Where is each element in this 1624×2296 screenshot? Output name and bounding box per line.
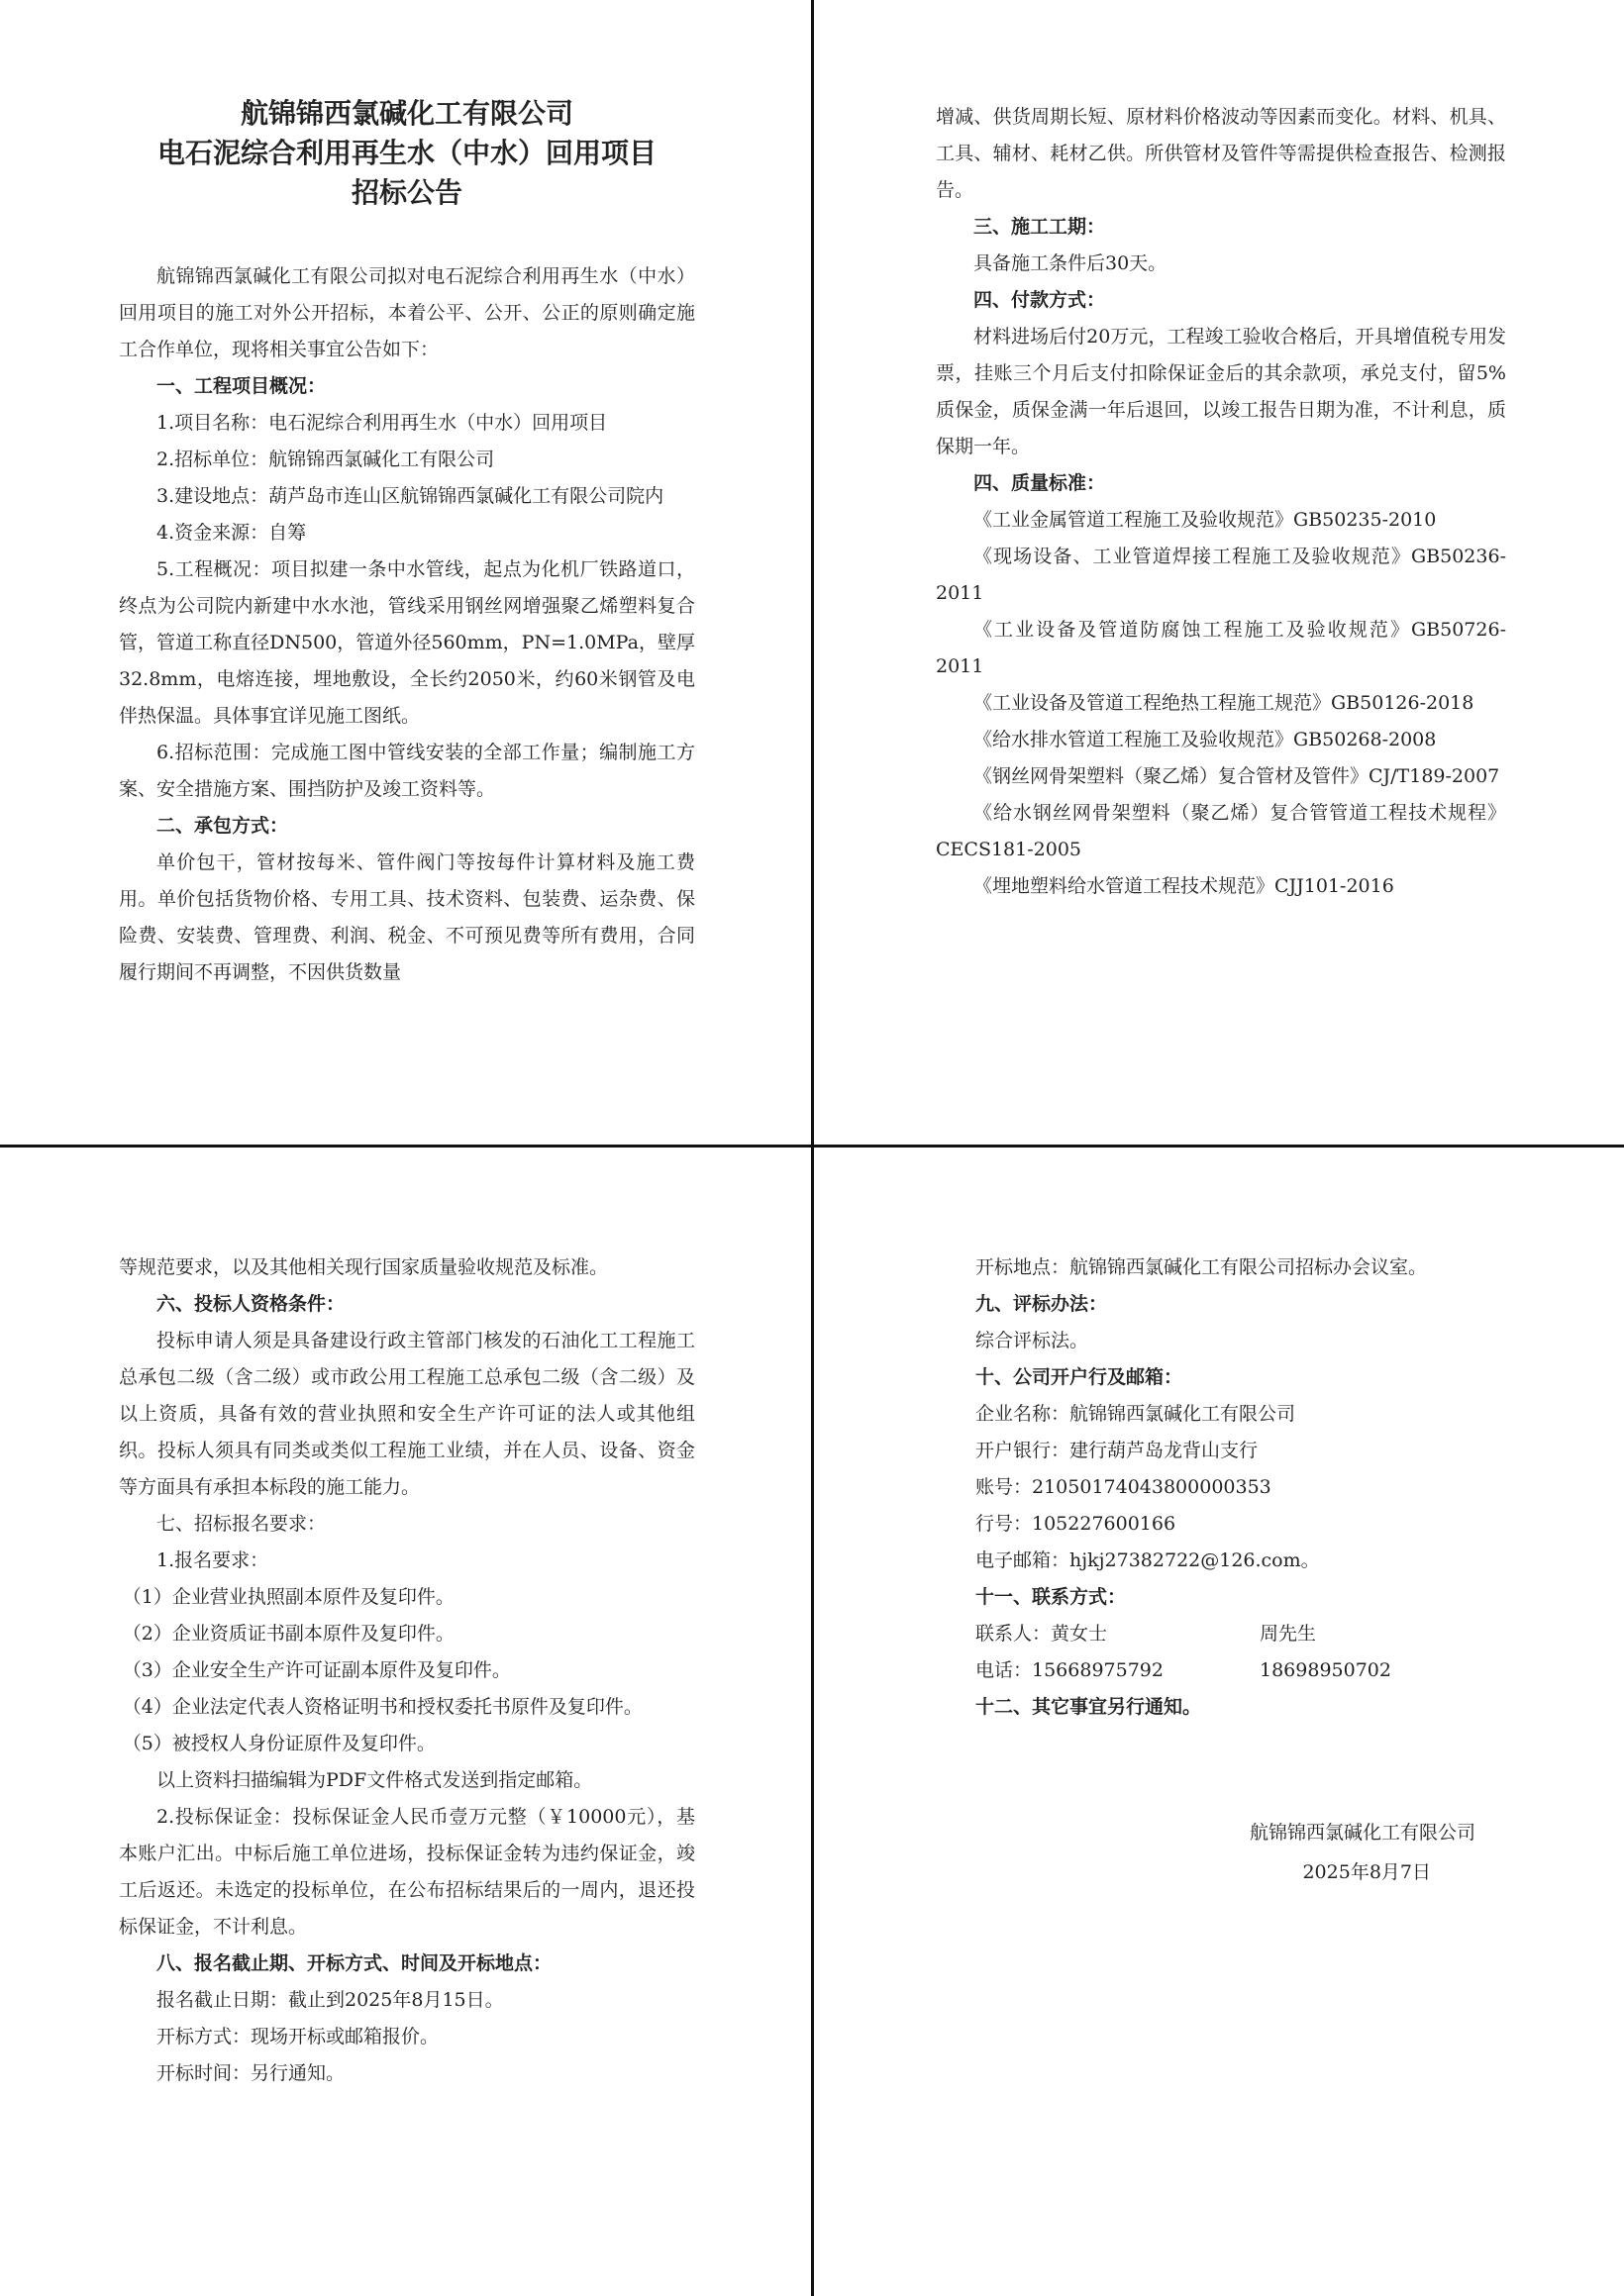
standards-continued: 等规范要求，以及其他相关现行国家质量验收规范及标准。 xyxy=(119,1256,609,1278)
page-1 xyxy=(119,94,695,991)
opening-time: 开标时间：另行通知。 xyxy=(156,2062,346,2084)
title-project: 电石泥综合利用再生水（中水）回用项目 xyxy=(156,137,657,169)
opening-location: 开标地点：航锦锦西氯碱化工有限公司招标办会议室。 xyxy=(975,1256,1428,1278)
section-2-heading: 二、承包方式： xyxy=(156,815,289,837)
standard-item: 《给水排水管道工程施工及验收规范》GB50268-2008 xyxy=(973,729,1437,750)
intro-paragraph: 航锦锦西氯碱化工有限公司拟对电石泥综合利用再生水（中水）回用项目的施工对外公开招标，本着公平、公开、公正的原则确定施工合作单位，现将相关事宜公告如下： xyxy=(119,265,695,360)
section-11-heading: 十一、联系方式： xyxy=(975,1586,1127,1608)
section-7-heading: 七、招标报名要求： xyxy=(156,1513,327,1535)
standard-item: 《现场设备、工业管道焊接工程施工及验收规范》GB50236-2011 xyxy=(936,546,1506,604)
bidder-qualification: 投标申请人须是具备建设行政主管部门核发的石油化工工程施工总承包二级（含二级）或市政公用工程施工总承包二级（含二级）及以上资质，具备有效的营业执照和安全生产许可证的法人或其他组织。投标人须具有同类或类似工程施工业绩，并在人员、设备、资金等方面具有承担本标段的施工能力。 xyxy=(119,1330,695,1498)
phone-1: 电话：15668975792 xyxy=(975,1659,1164,1681)
contact-person-2: 周先生 xyxy=(1260,1623,1317,1645)
section-6-heading: 六、投标人资格条件： xyxy=(156,1293,346,1315)
section-4-heading: 四、付款方式： xyxy=(973,289,1106,311)
signing-company: 航锦锦西氯碱化工有限公司 xyxy=(1249,1822,1475,1844)
page-divider-vertical xyxy=(811,0,814,2296)
project-name: 1.项目名称：电石泥综合利用再生水（中水）回用项目 xyxy=(156,412,608,434)
requirement-item: （3）企业安全生产许可证副本原件及复印件。 xyxy=(122,1659,511,1681)
section-3-heading: 三、施工工期： xyxy=(973,216,1106,238)
document-title xyxy=(119,94,695,213)
construction-period: 具备施工条件后30天。 xyxy=(973,252,1167,274)
page-3 xyxy=(119,1249,695,2092)
standard-item: 《给水钢丝网骨架塑料（聚乙烯）复合管管道工程技术规程》CECS181-2005 xyxy=(936,802,1506,860)
signing-date: 2025年8月7日 xyxy=(1302,1861,1431,1883)
contact-person-1: 联系人：黄女士 xyxy=(975,1623,1108,1645)
deadline: 报名截止日期：截止到2025年8月15日。 xyxy=(156,1989,504,2011)
submission-note: 以上资料扫描编辑为PDF文件格式发送到指定邮箱。 xyxy=(156,1769,593,1791)
company-name: 企业名称：航锦锦西氯碱化工有限公司 xyxy=(975,1403,1296,1425)
section-10-heading: 十、公司开户行及邮箱： xyxy=(975,1366,1183,1388)
section-1-heading: 一、工程项目概况： xyxy=(156,375,327,397)
account-number: 账号：21050174043800000353 xyxy=(975,1476,1271,1498)
requirement-item: （2）企业资质证书副本原件及复印件。 xyxy=(122,1623,455,1645)
page-divider-horizontal xyxy=(0,1145,1624,1148)
contract-mode-continued: 增减、供货周期长短、原材料价格波动等因素而变化。材料、机具、工具、辅材、耗材乙供。所供管材及管件等需提供检查报告、检测报告。 xyxy=(936,106,1506,201)
requirement-item: （1）企业营业执照副本原件及复印件。 xyxy=(122,1586,455,1608)
bid-deposit: 2.投标保证金：投标保证金人民币壹万元整（￥10000元），基本账户汇出。中标后施工单位进场，投标保证金转为违约保证金，竣工后返还。未选定的投标单位，在公布招标结果后的一周内，退还投标保证金，不计利息。 xyxy=(119,1806,695,1938)
contact-persons xyxy=(975,1616,1530,1652)
tender-unit: 2.招标单位：航锦锦西氯碱化工有限公司 xyxy=(156,449,495,470)
requirement-item: （5）被授权人身份证原件及复印件。 xyxy=(122,1733,436,1754)
bank-code: 行号：105227600166 xyxy=(975,1513,1176,1535)
page-4 xyxy=(975,1249,1530,1892)
standard-item: 《工业金属管道工程施工及验收规范》GB50235-2010 xyxy=(973,509,1437,531)
phone-2: 18698950702 xyxy=(1260,1659,1391,1681)
contact-phones xyxy=(975,1652,1530,1689)
title-notice: 招标公告 xyxy=(351,176,462,209)
registration-requirements: 1.报名要求： xyxy=(156,1549,269,1571)
standard-item: 《埋地塑料给水管道工程技术规范》CJJ101-2016 xyxy=(973,875,1394,897)
section-9-heading: 九、评标办法： xyxy=(975,1293,1108,1315)
requirement-item: （4）企业法定代表人资格证明书和授权委托书原件及复印件。 xyxy=(122,1696,643,1718)
section-8-heading: 八、报名截止期、开标方式、时间及开标地点： xyxy=(156,1952,553,1974)
construction-site: 3.建设地点：葫芦岛市连山区航锦锦西氯碱化工有限公司院内 xyxy=(156,485,664,507)
standard-item: 《工业设备及管道工程绝热工程施工规范》GB50126-2018 xyxy=(973,692,1474,714)
evaluation-method: 综合评标法。 xyxy=(975,1330,1089,1351)
opening-method: 开标方式：现场开标或邮箱报价。 xyxy=(156,2026,440,2047)
standards-list xyxy=(936,502,1506,905)
contract-mode-text: 单价包干，管材按每米、管件阀门等按每件计算材料及施工费用。单价包括货物价格、专用工具、技术资料、包装费、运杂费、保险费、安装费、管理费、利润、税金、不可预见费等所有费用，合同履行期间不再调整，不因供货数量 xyxy=(119,851,695,983)
title-company: 航锦锦西氯碱化工有限公司 xyxy=(240,97,573,130)
payment-terms: 材料进场后付20万元，工程竣工验收合格后，开具增值税专用发票，挂账三个月后支付扣除保证金后的其余款项，承兑支付，留5%质保金，质保金满一年后退回，以竣工报告日期为准，不计利息，质保期一年。 xyxy=(936,326,1506,457)
section-5-heading: 四、质量标准： xyxy=(973,472,1106,494)
standard-item: 《工业设备及管道防腐蚀工程施工及验收规范》GB50726-2011 xyxy=(936,619,1506,677)
standard-item: 《钢丝网骨架塑料（聚乙烯）复合管材及管件》CJ/T189-2007 xyxy=(973,765,1500,787)
email-address[interactable]: 电子邮箱：hjkj27382722@126.com。 xyxy=(975,1549,1320,1571)
project-overview: 5.工程概况：项目拟建一条中水管线，起点为化机厂铁路道口，终点为公司院内新建中水水池，管线采用钢丝网增强聚乙烯塑料复合管，管道工称直径DN500，管道外径560mm，PN=1.0MPa，壁厚32.8mm，电熔连接，埋地敷设，全长约2050米，约60米钢管及电伴热保温。具体事宜详见施工图纸。 xyxy=(119,558,695,727)
fund-source: 4.资金来源：自筹 xyxy=(156,522,307,544)
signature-block xyxy=(975,1813,1530,1892)
tender-scope: 6.招标范围：完成施工图中管线安装的全部工作量；编制施工方案、安全措施方案、围挡防护及竣工资料等。 xyxy=(119,742,695,800)
section-12-heading: 十二、其它事宜另行通知。 xyxy=(975,1696,1202,1718)
page-2 xyxy=(936,99,1506,905)
bank-name: 开户银行：建行葫芦岛龙背山支行 xyxy=(975,1440,1259,1461)
